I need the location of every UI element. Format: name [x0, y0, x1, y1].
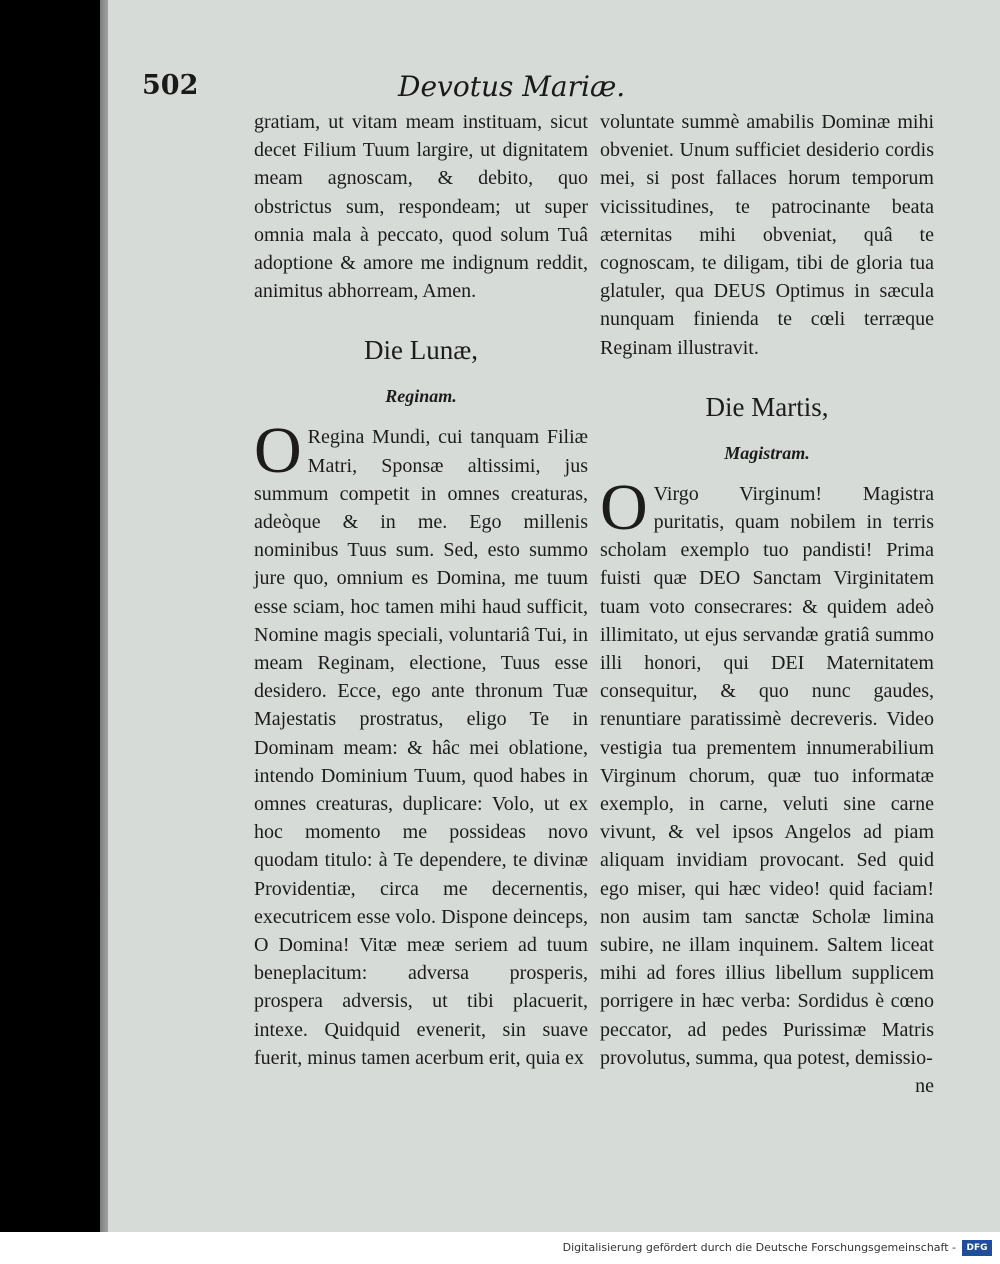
section-heading-die-martis: Die Martis,	[705, 391, 829, 422]
right-column	[600, 108, 934, 1100]
running-head	[142, 70, 882, 110]
section-heading-die-lunae: Die Lunæ,	[364, 335, 478, 366]
section-subheading-magistram: Magistram.	[724, 442, 810, 463]
running-title: Devotus Mariæ.	[398, 70, 626, 103]
left-section-body: Regina Mundi, cui tanquam Filiæ Matri, Sponsæ altissimi, jus summum competit in omnes creaturas, adeòque & in me. Ego millenis nominibus Tuus sum. Sed, esto summo jure quo, omnium es Domina, me tuum esse sciam, hoc tamen mihi haud sufficit, Nomine magis speciali, voluntariâ Tui, in meam Reginam, electione, Tuus esse desidero. Ecce, ego ante thronum Tuæ Majestatis prostratus, eligo Te in Dominam meam: & hâc mei oblatione, intendo Dominium Tuum, quod habes in omnes creaturas, duplicare: Volo, ut ex hoc momento me possideas novo quodam titulo: à Te dependere, te divinæ Providentiæ, circa me decernentis, executricem esse volo. Dispone deinceps, O Domina! Vitæ meæ seriem ad tuum beneplacitum: adversa prosperis, prospera adversis, ut tibi placuerit, intexe. Quidquid evenerit, sin suave fuerit, minus tamen acerbum erit, quia ex	[254, 426, 588, 1069]
left-opening-paragraph: gratiam, ut vitam meam instituam, sicut decet Filium Tuum largire, ut dignitatem meam agnoscam, & debito, quo obstrictus sum, respondeam; ut super omnia mala à peccato, quod solum Tuâ adoptione & amore me indignum reddit, animitus abhorream, Amen.	[254, 111, 588, 303]
left-section-paragraph	[254, 414, 588, 1072]
drop-cap-initial: O	[254, 414, 302, 488]
section-subheading-reginam: Reginam.	[385, 386, 457, 407]
catchword: ne	[915, 1075, 934, 1098]
right-section-paragraph	[600, 470, 934, 1072]
drop-cap-initial: O	[600, 470, 648, 544]
page-number: 502	[142, 70, 199, 101]
footer-bar	[0, 1232, 1000, 1264]
funding-credit: Digitalisierung gefördert durch die Deutsche Forschungsgemeinschaft -	[562, 1241, 956, 1254]
right-opening-paragraph: voluntate summè amabilis Dominæ mihi obveniet. Unum sufficiet desiderio cordis mei, si post fallaces horum temporum vicissitudines, te patrocinante beata æternitas mihi obveniat, quâ te cognoscam, te diligam, tibi de gloria tua glatuler, qua DEUS Optimus in sæcula nunquam finienda te cœli terræque Reginam illustravit.	[600, 111, 934, 359]
dfg-logo-icon[interactable]: DFG	[962, 1240, 992, 1256]
left-column	[254, 108, 588, 1072]
right-section-body: Virgo Virginum! Magistra puritatis, quam nobilem in terris scholam exemplo tuo pandisti! Prima fuisti quæ DEO Sanctam Virginitatem tuam voto consecrares: & quidem adeò illimitato, ut ejus servandæ gratiâ summo illi honori, qui DEI Maternitatem consequitur, & quo nunc gaudes, renuntiare paratissimè decreveris. Video vestigia tua prementem innumerabilium Virginum chorum, quæ tuo informatæ exemplo, in carne, veluti sine carne vivunt, & vel ipsos Angelos ad piam aliquam invidiam provocant. Sed quid ego miser, qui hæc video! quid faciam! non ausim tam sanctæ Scholæ limina subire, ne illam inquinem. Saltem liceat mihi ad fores illius libellum supplicem porrigere in hæc verba: Sordidus è cœno peccator, ad pedes Purissimæ Matris provolutus, summa, qua potest, demissio-	[600, 482, 934, 1069]
